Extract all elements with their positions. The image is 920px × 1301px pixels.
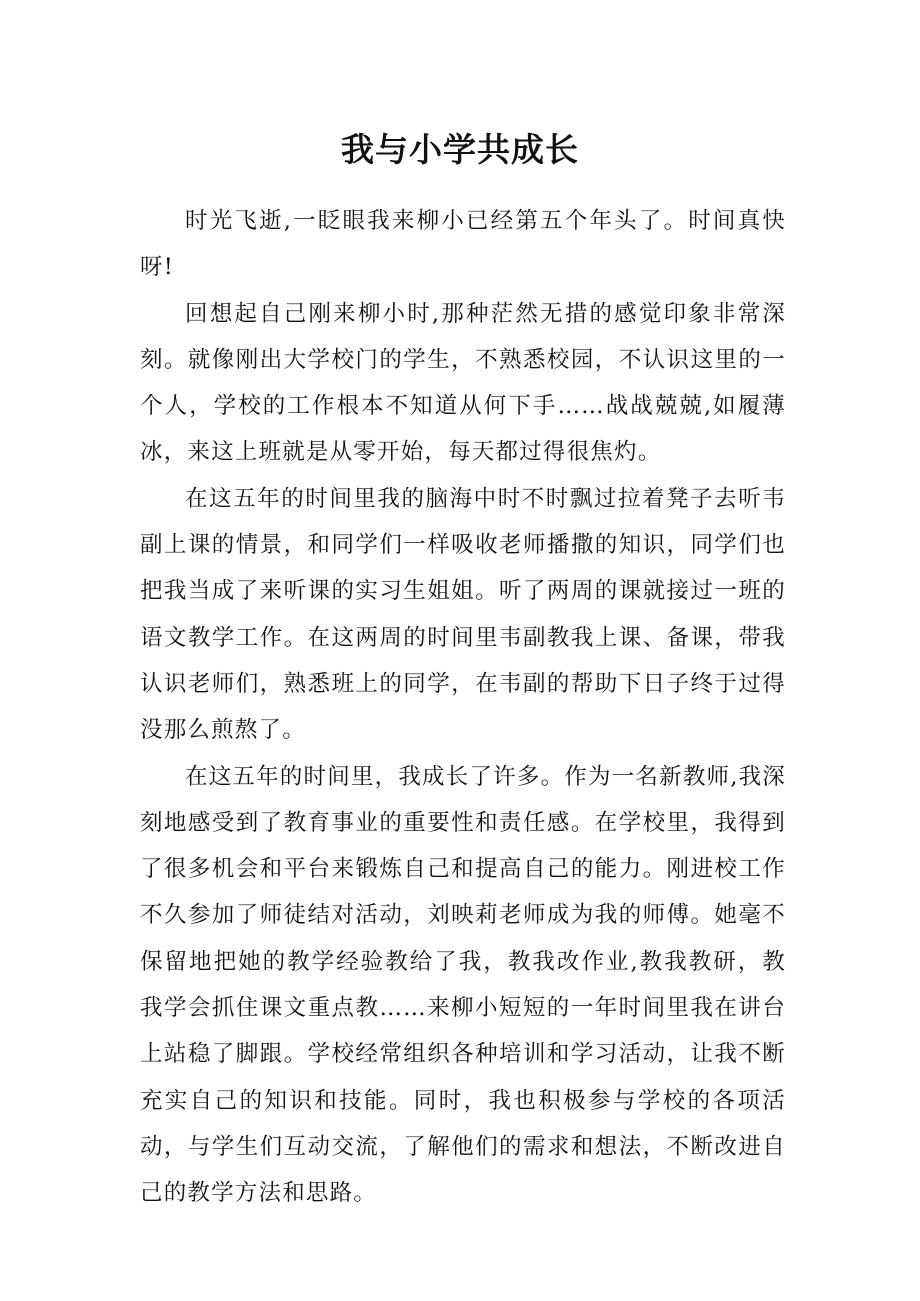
paragraph: 时光飞逝,一眨眼我来柳小已经第五个年头了。时间真快呀! [140, 208, 786, 281]
page-title: 我与小学共成长 [341, 130, 579, 169]
paragraph: 在这五年的时间里我的脑海中时不时飘过拉着凳子去听韦副上课的情景，和同学们一样吸收老师播撒的知识，同学们也把我当成了来听课的实习生姐姐。听了两周的课就接过一班的语文教学工作。在这两周的时间里韦副教我上课、备课，带我认识老师们，熟悉班上的同学，在韦副的帮助下日子终于过得没那么煎熬了。 [140, 485, 786, 744]
paragraph: 在这五年的时间里，我成长了许多。作为一名新教师,我深刻地感受到了教育事业的重要性和责任感。在学校里，我得到了很多机会和平台来锻炼自己和提高自己的能力。刚进校工作不久参加了师徒结对活动，刘映莉老师成为我的师傅。她毫不保留地把她的教学经验教给了我，教我改作业,教我教研，教我学会抓住课文重点教……来柳小短短的一年时间里我在讲台上站稳了脚跟。学校经常组织各种培训和学习活动，让我不断充实自己的知识和技能。同时，我也积极参与学校的各项活动，与学生们互动交流，了解他们的需求和想法，不断改进自己的教学方法和思路。 [140, 763, 786, 1207]
document-body [140, 198, 786, 1217]
paragraph: 回想起自己刚来柳小时,那种茫然无措的感觉印象非常深刻。就像刚出大学校门的学生，不熟悉校园，不认识这里的一个人，学校的工作根本不知道从何下手……战战兢兢,如履薄冰，来这上班就是从零开始，每天都过得很焦灼。 [140, 300, 786, 466]
